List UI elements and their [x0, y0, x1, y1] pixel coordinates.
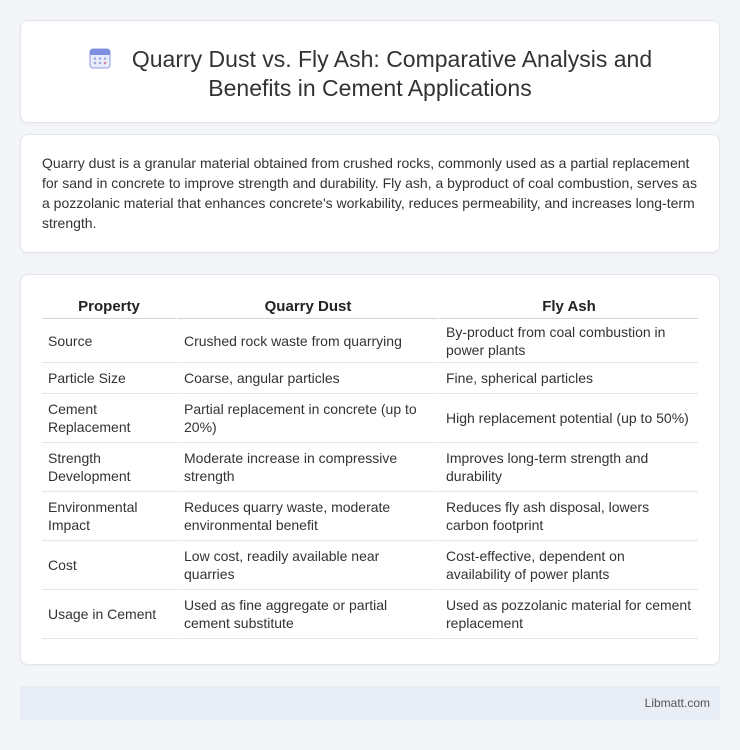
cell-fly-ash: Used as pozzolanic material for cement replacement [438, 590, 698, 639]
intro-card [20, 134, 720, 253]
comparison-card [20, 274, 720, 665]
cell-property: Usage in Cement [42, 590, 176, 639]
cell-quarry-dust: Used as fine aggregate or partial cement substitute [176, 590, 438, 639]
page-title: Quarry Dust vs. Fly Ash: Comparative Analysis and Benefits in Cement Applications [131, 46, 653, 101]
table-row [42, 492, 698, 541]
footer-site-link[interactable]: Libmatt.com [644, 696, 710, 710]
title-wrap [21, 45, 719, 103]
table-row [42, 590, 698, 639]
cell-quarry-dust: Crushed rock waste from quarrying [176, 319, 438, 363]
title-card [20, 20, 720, 123]
cell-quarry-dust: Coarse, angular particles [176, 363, 438, 394]
cell-property: Cost [42, 541, 176, 590]
table-row [42, 541, 698, 590]
table-row [42, 394, 698, 443]
calendar-icon [88, 46, 112, 70]
intro-paragraph: Quarry dust is a granular material obtained from crushed rocks, commonly used as a partial replacement for sand in concrete to improve strength and durability. Fly ash, a byproduct of coal combustion, serves as a pozzolanic material that enhances concrete's workability, reduces permeability, and increases long-term strength. [42, 155, 697, 231]
cell-property: Environmental Impact [42, 492, 176, 541]
header-quarry-dust: Quarry Dust [176, 297, 438, 319]
header-property: Property [42, 297, 176, 319]
cell-quarry-dust: Partial replacement in concrete (up to 20%) [176, 394, 438, 443]
cell-property: Source [42, 319, 176, 363]
table-header-row [42, 297, 698, 319]
cell-fly-ash: Fine, spherical particles [438, 363, 698, 394]
header-fly-ash: Fly Ash [438, 297, 698, 319]
cell-quarry-dust: Moderate increase in compressive strength [176, 443, 438, 492]
cell-property: Strength Development [42, 443, 176, 492]
cell-fly-ash: Reduces fly ash disposal, lowers carbon footprint [438, 492, 698, 541]
table-row [42, 319, 698, 363]
cell-fly-ash: High replacement potential (up to 50%) [438, 394, 698, 443]
table-row [42, 363, 698, 394]
cell-quarry-dust: Low cost, readily available near quarries [176, 541, 438, 590]
table-row [42, 443, 698, 492]
cell-fly-ash: By-product from coal combustion in power plants [438, 319, 698, 363]
cell-quarry-dust: Reduces quarry waste, moderate environmental benefit [176, 492, 438, 541]
cell-fly-ash: Cost-effective, dependent on availability of power plants [438, 541, 698, 590]
cell-property: Particle Size [42, 363, 176, 394]
comparison-table [42, 297, 698, 639]
footer-bar [20, 686, 720, 720]
cell-fly-ash: Improves long-term strength and durability [438, 443, 698, 492]
cell-property: Cement Replacement [42, 394, 176, 443]
